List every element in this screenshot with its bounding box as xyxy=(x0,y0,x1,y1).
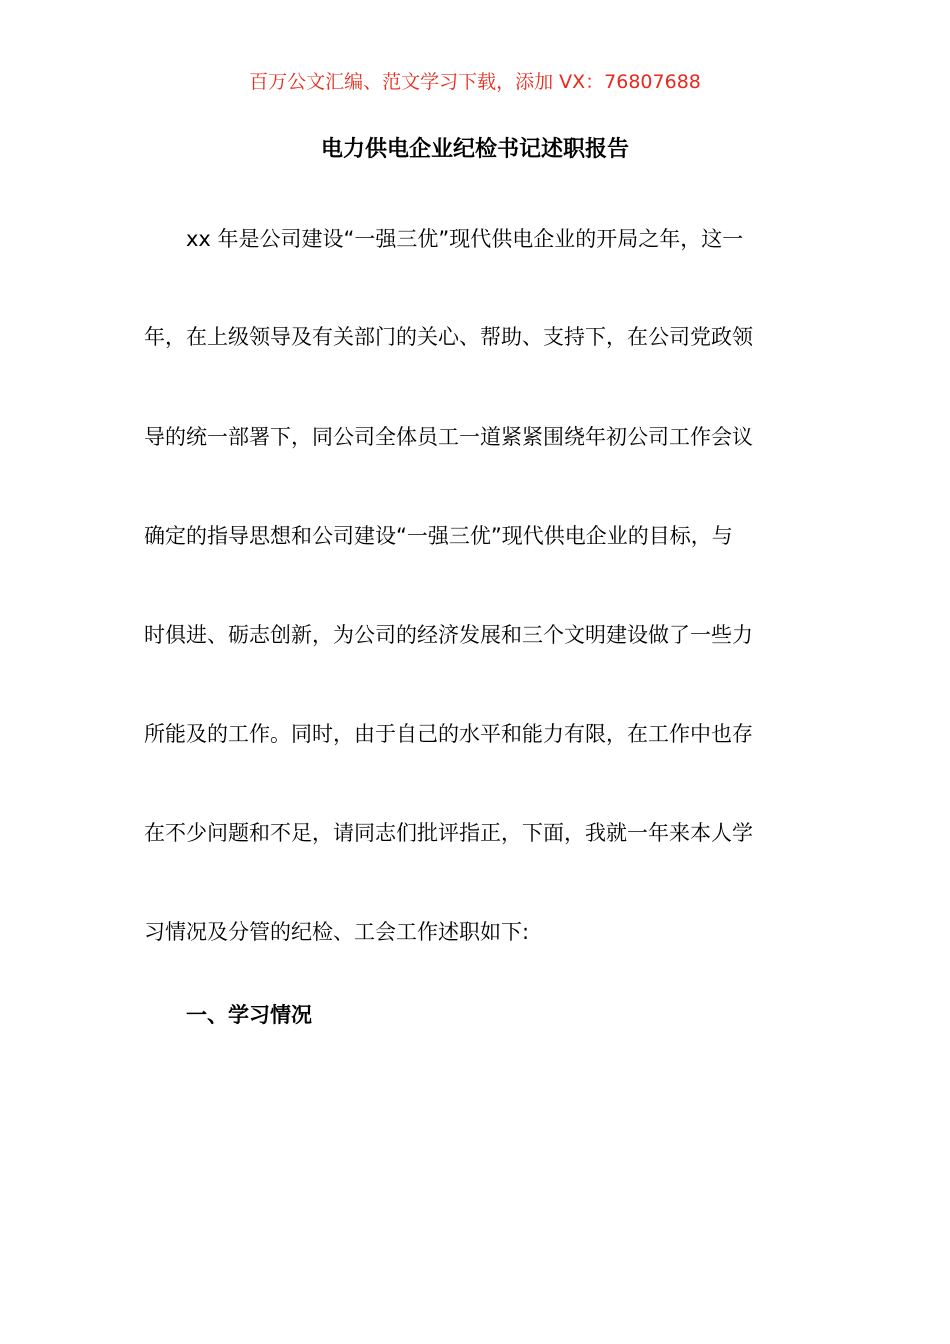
section-heading: 一、学习情况 xyxy=(186,1003,312,1027)
paragraph-line-2: 年，在上级领导及有关部门的关心、帮助、支持下，在公司党政领 xyxy=(144,325,753,349)
watermark-banner: 百万公文汇编、范文学习下载，添加 VX：76807688 xyxy=(249,71,701,93)
paragraph-line-7: 在不少问题和不足，请同志们批评指正，下面，我就一年来本人学 xyxy=(144,821,753,845)
paragraph-line-3: 导的统一部署下，同公司全体员工一道紧紧围绕年初公司工作会议 xyxy=(144,425,753,449)
paragraph-line-5: 时俱进、砺志创新，为公司的经济发展和三个文明建设做了一些力 xyxy=(144,623,753,647)
paragraph-line-6: 所能及的工作。同时，由于自己的水平和能力有限，在工作中也存 xyxy=(144,722,753,746)
paragraph-line-4: 确定的指导思想和公司建设“一强三优”现代供电企业的目标，与 xyxy=(144,524,733,548)
document-title: 电力供电企业纪检书记述职报告 xyxy=(320,137,629,162)
paragraph-line-1: xx 年是公司建设“一强三优”现代供电企业的开局之年，这一 xyxy=(186,227,744,251)
paragraph-line-8: 习情况及分管的纪检、工会工作述职如下: xyxy=(144,920,530,944)
